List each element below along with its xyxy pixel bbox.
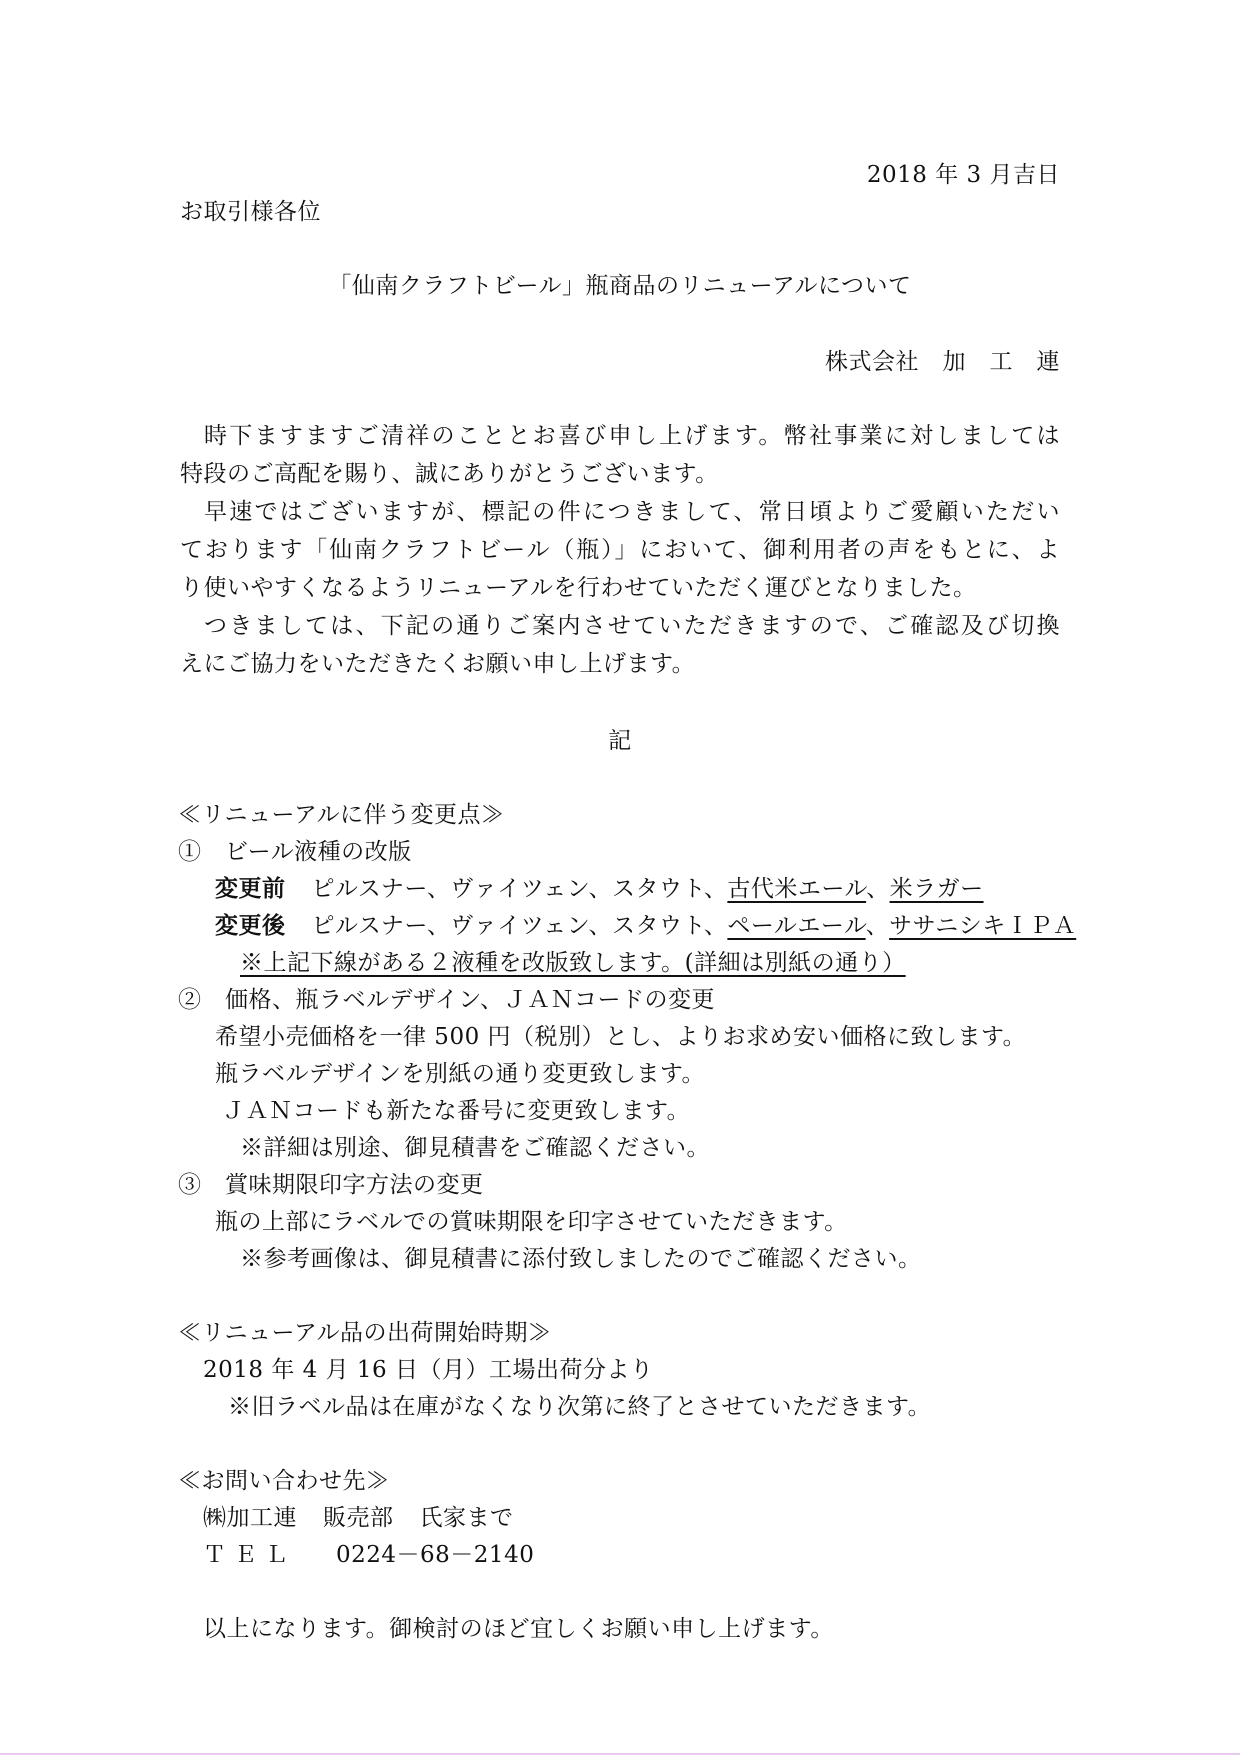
contact-dept: 販売部 <box>323 1505 394 1531</box>
letter-date: 2018 年 3 月吉日 <box>866 162 1060 188</box>
body-line-5: り使いやすくなるようリニューアルを行わせていただく運びとなりました。 <box>180 575 977 601</box>
item2-note: ※詳細は別途、御見積書をご確認ください。 <box>240 1135 710 1161</box>
body-line-1: 時下ますますご清祥のこととお喜び申し上げます。幣社事業に対しましては <box>204 423 1060 449</box>
item1-after-line <box>215 910 1076 942</box>
changes-heading: ≪リニューアルに伴う変更点≫ <box>178 802 505 828</box>
body-line-7: えにご協力をいただきたくお願い申し上げます。 <box>180 651 696 677</box>
item2-line-3: ＪＡＮコードも新たな番号に変更致します。 <box>222 1098 691 1124</box>
tel-number: 0224－68－2140 <box>336 1542 535 1568</box>
before-underlined-2: 米ラガー <box>889 876 984 902</box>
body-line-4: ております「仙南クラフトビール（瓶）」において、御利用者の声をもとに、よ <box>180 537 1060 563</box>
item2-title: ② 価格、瓶ラベルデザイン、ＪＡＮコードの変更 <box>178 987 716 1013</box>
after-underlined-2: ササニシキＩＰＡ <box>889 913 1077 939</box>
before-plain: ピルスナー、ヴァイツェン、スタウト、 <box>311 876 728 902</box>
item3-title: ③ 賞味期限印字方法の変更 <box>178 1172 484 1198</box>
body-line-2: 特段のご高配を賜り、誠にありがとうございます。 <box>180 461 719 487</box>
tel-label: ＴＥＬ <box>203 1542 296 1568</box>
ki-mark: 記 <box>608 728 632 754</box>
item1-title: ① ビール液種の改版 <box>178 839 412 865</box>
item1-before-line <box>215 873 984 905</box>
item3-line-1: 瓶の上部にラベルでの賞味期限を印字させていただきます。 <box>215 1209 848 1235</box>
contact-tel-line <box>203 1539 534 1571</box>
shipping-note: ※旧ラベル品は在庫がなくなり次第に終了とさせていただきます。 <box>228 1394 932 1420</box>
before-label: 変更前 <box>215 875 286 902</box>
letter-title: 「仙南クラフトビール」瓶商品のリニューアルについて <box>328 273 912 299</box>
addressee: お取引様各位 <box>180 199 321 225</box>
closing-line: 以上になります。御検討のほど宜しくお願い申し上げます。 <box>203 1616 834 1642</box>
contact-company-line <box>203 1502 514 1534</box>
shipping-heading: ≪リニューアル品の出荷開始時期≫ <box>178 1320 552 1346</box>
after-separator: 、 <box>865 913 890 939</box>
shipping-date: 2018 年 4 月 16 日（月）工場出荷分より <box>203 1357 654 1383</box>
item2-line-2: 瓶ラベルデザインを別紙の通り変更致します。 <box>215 1061 706 1087</box>
before-underlined-1: 古代米エール <box>727 876 867 902</box>
item2-line-1: 希望小売価格を一律 500 円（税別）とし、よりお求め安い価格に致します。 <box>215 1024 1027 1050</box>
contact-company: ㈱加工連 <box>203 1505 297 1531</box>
item3-note: ※参考画像は、御見積書に添付致しましたのでご確認ください。 <box>240 1246 922 1272</box>
contact-person: 氏家まで <box>419 1505 514 1531</box>
before-separator: 、 <box>866 876 890 902</box>
after-label: 変更後 <box>215 912 286 939</box>
contact-heading: ≪お問い合わせ先≫ <box>178 1468 390 1494</box>
body-line-6: つきましては、下記の通りご案内させていただきますので、ご確認及び切換 <box>204 613 1060 639</box>
body-line-3: 早速ではございますが、標記の件につきまして、常日頃よりご愛顧いただい <box>204 499 1060 525</box>
sender: 株式会社 加 工 連 <box>825 349 1060 375</box>
item1-note: ※上記下線がある２液種を改版致します。(詳細は別紙の通り） <box>240 950 906 976</box>
after-underlined-1: ペールエール <box>727 913 866 939</box>
after-plain: ピルスナー、ヴァイツェン、スタウト、 <box>311 913 728 939</box>
